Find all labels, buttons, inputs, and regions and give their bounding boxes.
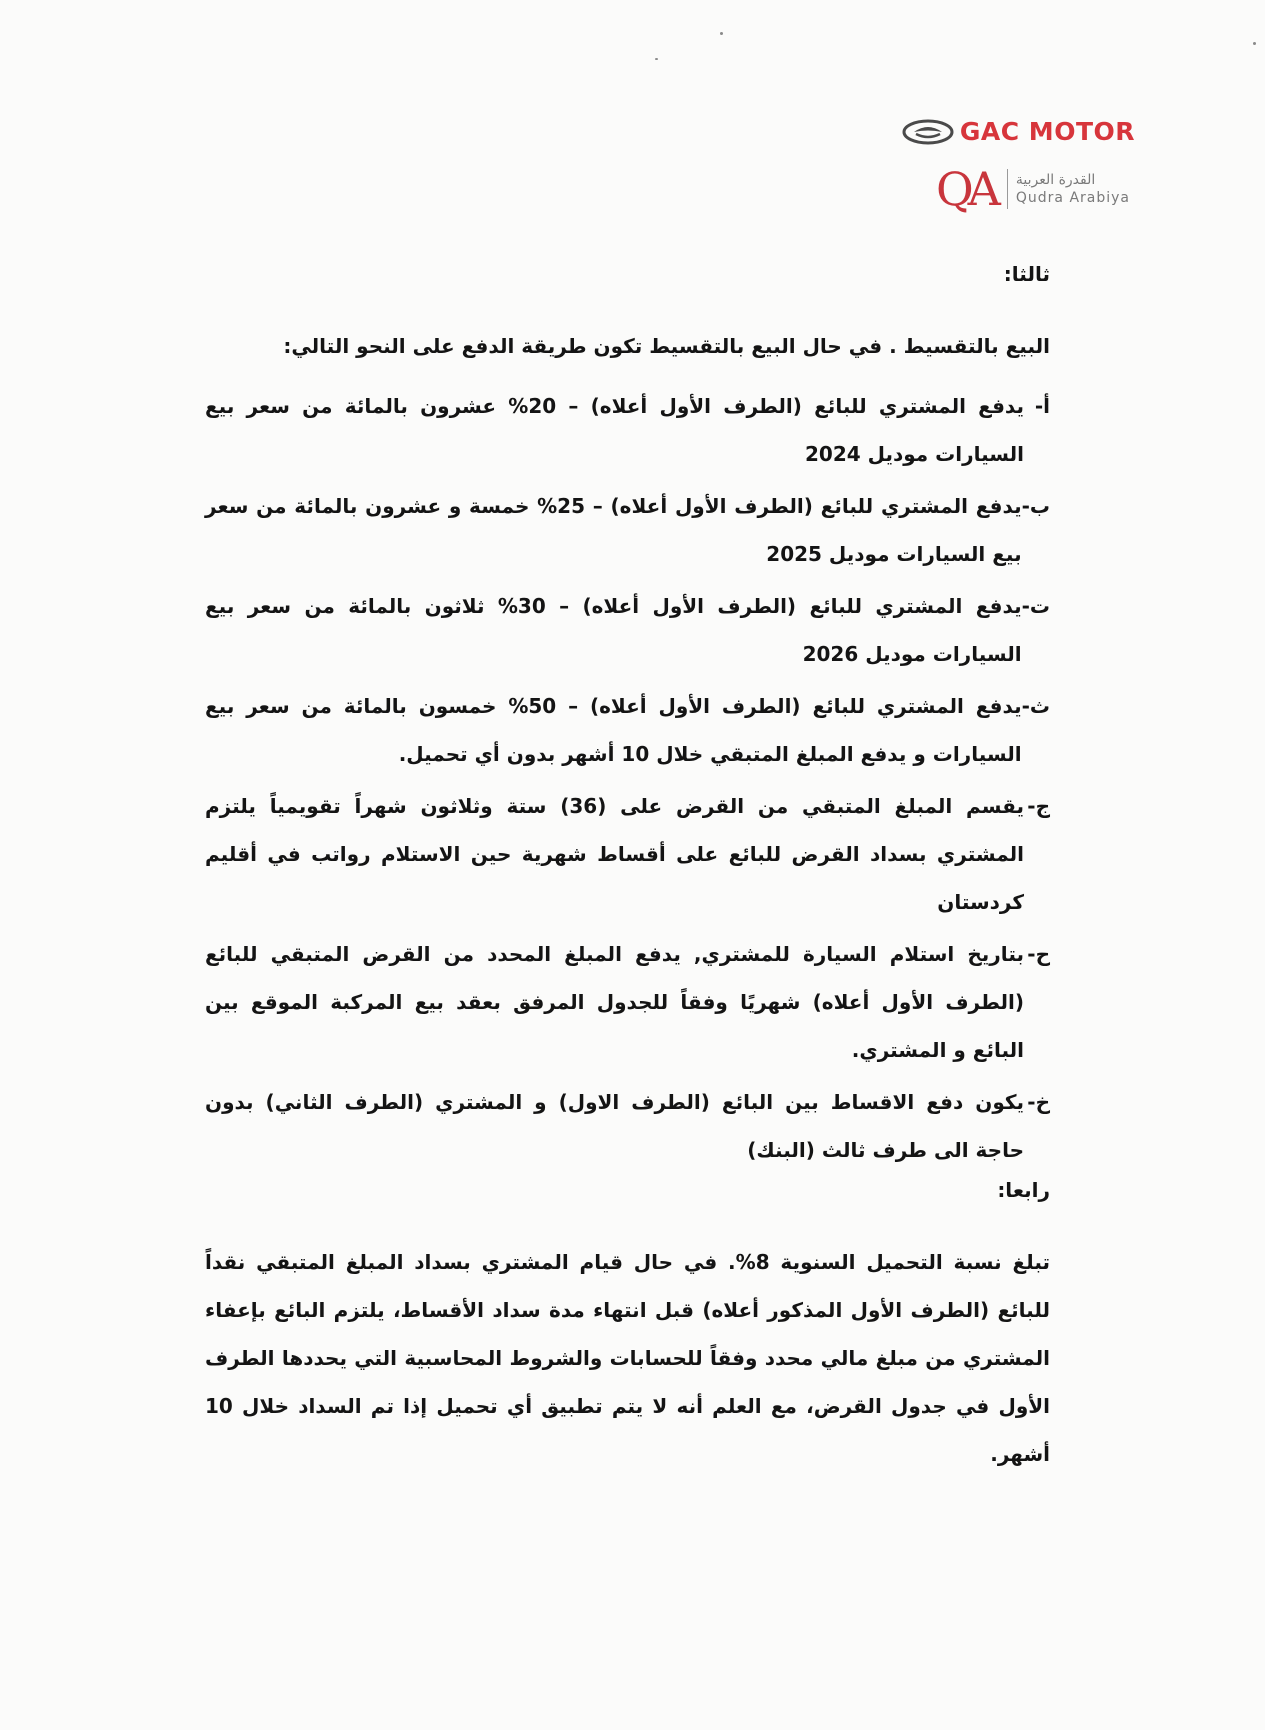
section-three-heading: ثالثا: [1003, 262, 1050, 286]
section-four-heading: رابعا: [997, 1178, 1050, 1202]
list-item-marker: ب- [1021, 494, 1050, 518]
scan-speck [1253, 42, 1256, 45]
installment-terms-list [205, 382, 1050, 1178]
section-four-body-block [205, 1238, 1050, 1478]
qa-monogram: QA [935, 162, 995, 216]
list-item-text: بتاريخ استلام السيارة للمشتري, يدفع المبلغ المحدد من القرض المتبقي للبائع (الطرف الأول أعلاه) شهريًا وفقاً للجدول المرفق بعقد بيع المركبة الموقع بين البائع و المشتري. [205, 942, 1024, 1062]
scan-speck [720, 32, 723, 35]
list-item-text: يكون دفع الاقساط بين البائع (الطرف الاول) و المشتري (الطرف الثاني) بدون حاجة الى طرف ثالث (البنك) [205, 1090, 1024, 1162]
list-item [205, 382, 1050, 478]
gac-emblem-icon [902, 118, 954, 146]
list-item [205, 682, 1050, 778]
section-three-intro-block [205, 322, 1050, 370]
list-item-text: يدفع المشتري للبائع (الطرف الأول أعلاه) – 25% خمسة و عشرون بالمائة من سعر بيع السيارات موديل 2025 [205, 494, 1022, 566]
scan-speck [655, 58, 658, 60]
section-four-body: تبلغ نسبة التحميل السنوية 8%. في حال قيام المشتري بسداد المبلغ المتبقي نقداً للبائع (الطرف الأول المذكور أعلاه) قبل انتهاء مدة سداد الأقساط، يلتزم البائع بإعفاء المشتري من مبلغ مالي محدد وفقاً للحسابات والشروط المحاسبية التي يحددها الطرف الأول في جدول القرض، مع العلم أنه لا يتم تطبيق أي تحميل إذا تم السداد خلال 10 أشهر. [205, 1250, 1050, 1466]
list-item-marker: ح- [1027, 942, 1050, 966]
list-item-marker: ث- [1021, 694, 1050, 718]
gac-motor-wordmark: GAC MOTOR [959, 117, 1135, 146]
list-item-text: يدفع المشتري للبائع (الطرف الأول أعلاه) – 50% خمسون بالمائة من سعر بيع السيارات و يدفع المبلغ المتبقي خلال 10 أشهر بدون أي تحميل. [205, 694, 1022, 766]
qudra-arabiya-logo [935, 162, 1130, 216]
list-item-marker: أ- [1034, 394, 1050, 418]
qudra-arabiya-english-name: Qudra Arabiya [1015, 190, 1130, 206]
list-item [205, 1078, 1050, 1174]
logo-divider [1007, 169, 1008, 209]
qudra-arabiya-arabic-name: القدرة العربية [1015, 172, 1096, 188]
list-item [205, 482, 1050, 578]
letterhead-logo [835, 118, 1135, 218]
list-item-marker: ج- [1027, 794, 1050, 818]
gac-motor-logo [902, 118, 1135, 146]
list-item [205, 582, 1050, 678]
section-four [205, 1178, 1050, 1202]
list-item-marker: ت- [1021, 594, 1050, 618]
list-item [205, 930, 1050, 1074]
section-three [205, 262, 1050, 286]
list-item-text: يدفع المشتري للبائع (الطرف الأول أعلاه) – 20% عشرون بالمائة من سعر بيع السيارات موديل 2024 [205, 394, 1024, 466]
list-item [205, 782, 1050, 926]
list-item-text: يقسم المبلغ المتبقي من القرض على (36) ستة وثلاثون شهراً تقويمياً يلتزم المشتري بسداد القرض للبائع على أقساط شهرية حين الاستلام رواتب في أقليم كردستان [205, 794, 1024, 914]
list-item-text: يدفع المشتري للبائع (الطرف الأول أعلاه) – 30% ثلاثون بالمائة من سعر بيع السيارات موديل 2026 [205, 594, 1022, 666]
list-item-marker: خ- [1027, 1090, 1050, 1114]
section-three-intro: البيع بالتقسيط . في حال البيع بالتقسيط تكون طريقة الدفع على النحو التالي: [283, 334, 1050, 358]
